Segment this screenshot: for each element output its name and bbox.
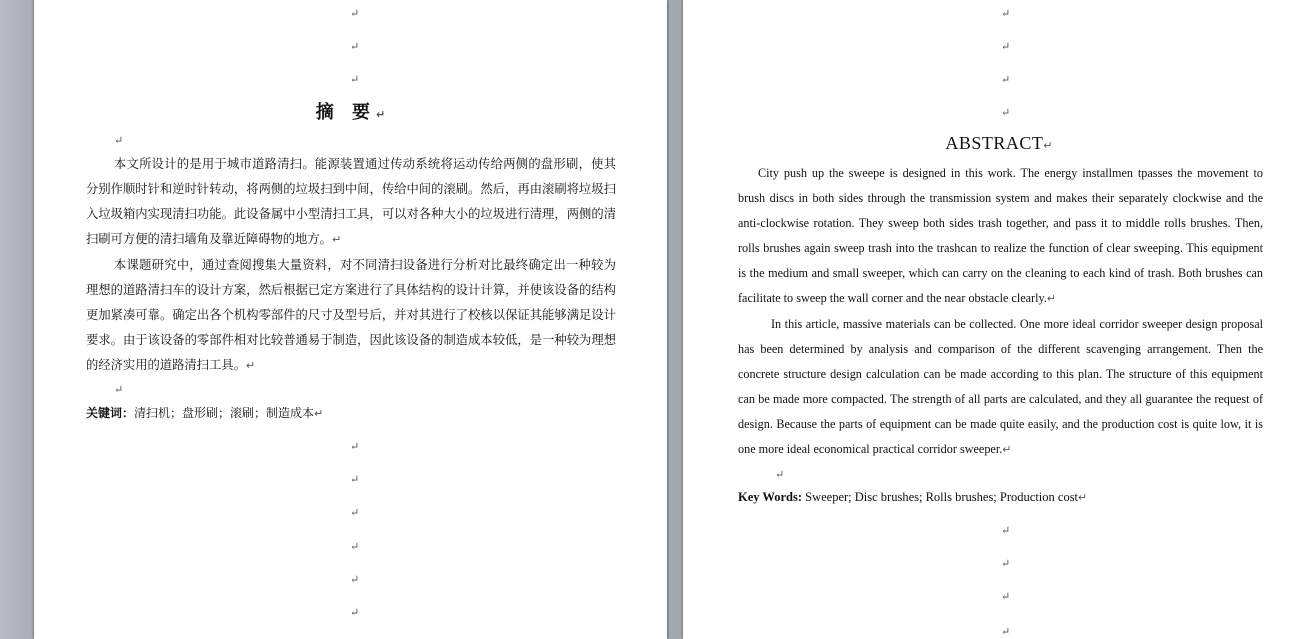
- window-gutter-left: [0, 0, 34, 639]
- keywords-text: 清扫机；盘形刷；滚刷；制造成本: [134, 406, 315, 420]
- paragraph-mark: ↵: [350, 606, 360, 619]
- paragraph-mark: ↵: [1001, 106, 1011, 119]
- english-abstract-title: ABSTRACT↵: [945, 133, 1053, 153]
- paragraph-mark: ↵: [1001, 40, 1011, 53]
- english-abstract-paragraph-1: City push up the sweepe is designed in this work. The energy installmen tpasses the movement to brush discs in both sides through the transmission system and makes their separately clockwise and the anti-clockwise rotation. They sweep both sides trash together, and pass it to middle rolls brushes. Then, rolls brushes again sweep trash into the trashcan to realize the function of clear sweeping. This equipment is the medium and small sweeper, which can carry on the cleaning to each kind of trash. Both brushes can facilitate to sweep the wall corner and the near obstacle clearly.↵: [738, 166, 1263, 305]
- chinese-abstract-paragraph-1: 本文所设计的是用于城市道路清扫。能源装置通过传动系统将运动传给两侧的盘形刷，使其分别作顺时针和逆时针转动，将两侧的垃圾扫到中间，传给中间的滚刷。然后，再由滚刷将垃圾扫入垃圾箱内实现清扫功能。此设备属中小型清扫工具，可以对各种大小的垃圾进行清理，两侧的清扫刷可方便的清扫墙角及靠近障碍物的地方。↵: [86, 157, 616, 246]
- paragraph-mark: ↵: [1001, 557, 1011, 570]
- paragraph-mark: ↵: [1001, 590, 1011, 603]
- chinese-abstract-title: 摘 要↵: [315, 102, 386, 123]
- paragraph-mark: ↵: [350, 440, 360, 453]
- paragraph-mark: ↵: [114, 134, 124, 147]
- keywords-label: Key Words:: [738, 490, 803, 504]
- paragraph-mark: ↵: [1043, 140, 1053, 152]
- keywords-label: 关键词：: [86, 406, 135, 420]
- paragraph-mark: ↵: [1001, 7, 1011, 20]
- paragraph-mark: ↵: [350, 573, 360, 586]
- paragraph-mark: ↵: [350, 473, 360, 486]
- paragraph-mark: ↵: [1001, 524, 1011, 537]
- chinese-keywords: 关键词：清扫机；盘形刷；滚刷；制造成本↵: [86, 406, 324, 420]
- chinese-abstract-paragraph-2: 本课题研究中，通过查阅搜集大量资料，对不同清扫设备进行分析对比最终确定出一种较为理想的道路清扫车的设计方案，然后根据已定方案进行了具体结构的设计计算，并使该设备的结构更加紧凑可靠。确定出各个机构零部件的尺寸及型号后，并对其进行了校核以保证其能够满足设计要求。由于该设备的零部件相对比较普通易于制造，因此该设备的制造成本较低，是一种较为理想的经济实用的道路清扫工具。↵: [86, 258, 616, 372]
- paragraph-mark: ↵: [350, 540, 360, 553]
- paragraph-mark: ↵: [1001, 73, 1011, 86]
- english-abstract-paragraph-2: In this article, massive materials can be collected. One more ideal corridor sweeper design proposal has been determined by analysis and comparison of the different scavenging arrangement. Then the concrete structure design calculation can be made according to this plan. The structure of this equipment can be made more compacted. The strength of all parts are calculated, and they all guarantee the request of design. Because the parts of equipment can be made quite easily, and the production cost is quite low, it is one more ideal economical practical corridor sweeper.↵: [738, 317, 1263, 456]
- paragraph-mark: ↵: [1001, 625, 1011, 638]
- paragraph-mark: ↵: [114, 383, 124, 396]
- paragraph-mark: ↵: [350, 40, 360, 53]
- paragraph-mark: ↵: [775, 468, 785, 481]
- paragraph-mark: ↵: [376, 108, 386, 121]
- paragraph-mark: ↵: [350, 7, 360, 20]
- paragraph-mark: ↵: [350, 73, 360, 86]
- page-separator-gutter: [667, 0, 683, 639]
- keywords-text: Sweeper; Disc brushes; Rolls brushes; Production cost: [805, 490, 1079, 504]
- document-page-chinese-abstract[interactable]: [34, 0, 667, 639]
- document-page-english-abstract[interactable]: [683, 0, 1315, 639]
- paragraph-mark: ↵: [350, 506, 360, 519]
- english-keywords: Key Words: Sweeper; Disc brushes; Rolls brushes; Production cost↵: [738, 490, 1088, 504]
